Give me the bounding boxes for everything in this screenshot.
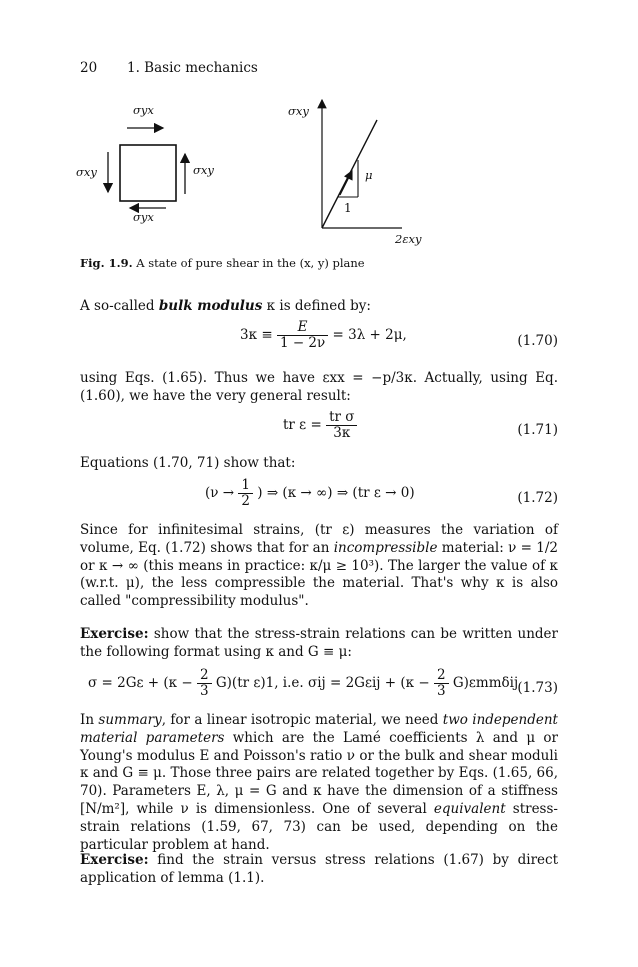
equation-1-72: (ν → $\frac{1}{2}$ ) ⇒ (κ → ∞) ⇒ (tr ε → 0) — [205, 477, 415, 509]
exercise-1-label: Exercise: — [80, 626, 149, 642]
label-sigma-xy-right: σxy — [193, 163, 214, 177]
equation-1-70: 3κ ≡ $\frac{E}{1 - 2\nu}$ = 3λ + 2μ, — [240, 319, 407, 351]
figure-diagram — [0, 0, 638, 260]
step-label: 1 — [344, 201, 352, 215]
term-summary: summary — [98, 712, 162, 728]
equation-1-71: tr ε = $\frac{\text{tr σ}}{3\kappa}$ — [283, 410, 357, 441]
label-sigma-yx-bottom: σyx — [133, 210, 154, 224]
exercise-2-label: Exercise: — [80, 852, 149, 868]
slope-label: μ — [365, 168, 373, 182]
label-sigma-yx-top: σyx — [133, 103, 154, 117]
term-bulk-modulus: bulk modulus — [158, 298, 263, 314]
paragraph-summary: In summary, for a linear isotropic material, we need two independent material parameters which are the Lamé coefficients λ and μ or Young's modulus E and Poisson's ratio ν or the bulk and shear moduli κ and G ≡ μ. Those three pairs are related together by Eqs. (1.65, 66, 70). Parameters E, λ, μ = G and κ have the dimension of a stiffness [N/m²], while ν is dimensionless. One of several equivalent stress-strain relations (1.59, 67, 73) can be used, depending on the particular problem at hand. — [80, 712, 558, 853]
paragraph-equations-show: Equations (1.70, 71) show that: — [80, 455, 296, 471]
equation-tag-1-72: (1.72) — [517, 490, 558, 506]
page-number: 20 — [80, 60, 98, 76]
term-equivalent: equivalent — [433, 801, 506, 818]
equation-tag-1-71: (1.71) — [517, 422, 558, 438]
caption-prefix: Fig. 1.9. — [80, 256, 133, 270]
exercise-1: Exercise: show that the stress-strain relations can be written under the following format using κ and G ≡ μ: — [80, 626, 558, 660]
term-two-independent: two independent material parameters — [80, 712, 558, 746]
equation-tag-1-73: (1.73) — [517, 680, 558, 696]
shear-square — [120, 145, 176, 201]
paragraph-bulk-modulus: A so-called bulk modulus κ is defined by: — [80, 298, 371, 314]
axis-y-label: σxy — [288, 104, 309, 118]
figure-caption — [80, 256, 365, 271]
label-sigma-xy-left: σxy — [76, 165, 97, 179]
term-incompressible: incompressible — [333, 539, 438, 556]
exercise-2: Exercise: find the strain versus stress relations (1.67) by direct application of lemma (1.1). — [80, 852, 558, 886]
paragraph-incompressible: Since for infinitesimal strains, (tr ε) measures the variation of volume, Eq. (1.72) shows that for an incompressible material: ν = 1/2 or κ → ∞ (this means in practice: κ/μ ≥ 10³). The larger the value of κ (w.r.t. μ), the less compressible the material. That's why κ is also called "compressibility modulus". — [80, 522, 558, 610]
running-title: 1. Basic mechanics — [127, 60, 258, 76]
caption-text: A state of pure shear in the (x, y) plane — [136, 256, 365, 270]
equation-1-73: σ = 2Gε + (κ − $\frac{2}{3}$ G)(tr ε)1, i.e. σij = 2Gεij + (κ − $\frac{2}{3}$ G)εmmδij — [88, 667, 519, 699]
axis-x-label: 2εxy — [395, 232, 422, 246]
paragraph-using-eqs: using Eqs. (1.65). Thus we have εxx = −p/3κ. Actually, using Eq. (1.60), we have the very general result: — [80, 370, 558, 404]
slope-arrow-icon — [340, 171, 352, 195]
equation-tag-1-70: (1.70) — [517, 333, 558, 349]
